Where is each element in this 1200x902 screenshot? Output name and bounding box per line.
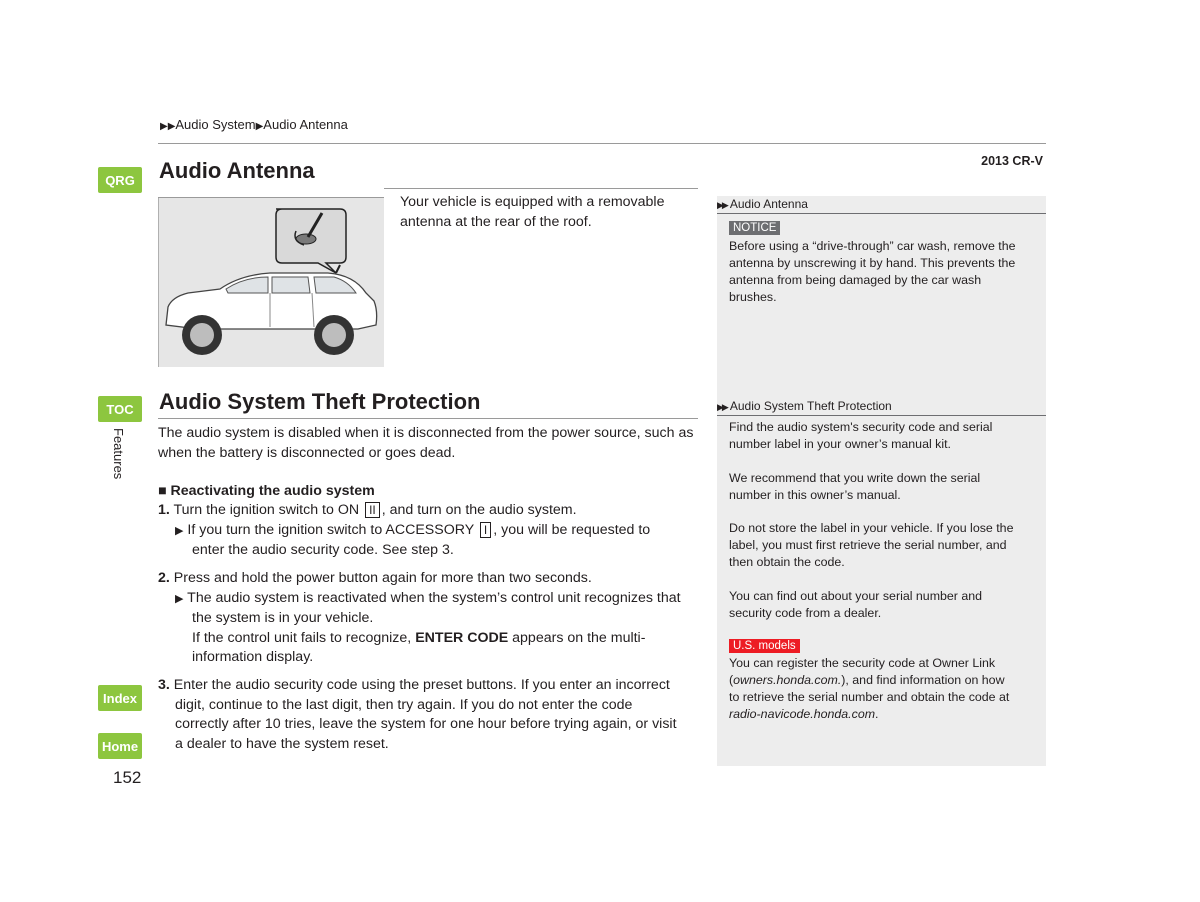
step-1: 1. Turn the ignition switch to ON II , and turn on the audio system. ▶ If you turn the ignition switch to ACCESSORY I , you will be requested to enter the audio security code. See step 3. (158, 502, 651, 559)
step-2: 2. Press and hold the power button again for more than two seconds. ▶ The audio system is reactivated when the system’s control unit recognizes that the system is in your vehicle. If the control unit fails to recognize, ENTER CODE appears on the multi- information display. (158, 570, 681, 666)
us-models-badge: U.S. models (729, 639, 800, 653)
square-bullet-icon: ■ (158, 483, 167, 499)
page-number: 152 (113, 768, 142, 787)
home-tab[interactable]: Home (98, 733, 142, 759)
bullet-triangle-icon: ▶ (175, 592, 184, 605)
note-paragraph-1: Find the audio system's security code and serial number label in your owner’s manual kit. (729, 420, 993, 451)
index-tab[interactable]: Index (98, 685, 142, 711)
owners-link[interactable]: owners.honda.com. (733, 673, 842, 687)
notice-badge: NOTICE (729, 221, 780, 235)
note-paragraph-4: You can find out about your serial number and security code from a dealer. (729, 589, 983, 620)
ignition-on-key-icon: II (365, 502, 380, 518)
theft-intro: The audio system is disabled when it is disconnected from the power source, such as when the battery is disconnected or goes dead. (158, 425, 694, 461)
antenna-illustration (158, 197, 384, 367)
illustration-rule (158, 197, 384, 198)
note-rule (717, 213, 1046, 214)
car-antenna-image (158, 197, 384, 367)
qrg-tab[interactable]: QRG (98, 167, 142, 193)
heading-rule (158, 418, 698, 419)
bullet-triangle-icon: ▶ (175, 524, 184, 537)
theft-protection-heading: Audio System Theft Protection (159, 389, 481, 414)
header-rule (158, 143, 1046, 144)
note-marker-icon: ▶▶ (717, 200, 727, 210)
audio-antenna-heading: Audio Antenna (159, 158, 315, 183)
step-3: 3. Enter the audio security code using the preset buttons. If you enter an incorrect digit, continue to the last digit, then try again. If you do not enter the code correctly after 10 tries, leave the system for one hour before trying again, or visit a dealer to have the system reset. (158, 677, 677, 752)
antenna-text: Your vehicle is equipped with a removable antenna at the rear of the roof. (400, 194, 665, 230)
heading-rule (384, 188, 698, 189)
note-marker-icon: ▶▶ (717, 402, 727, 412)
note-rule (717, 415, 1046, 416)
breadcrumb (160, 117, 348, 132)
notice-text: Before using a “drive-through” car wash, remove the antenna by unscrewing it by hand. This prevents the antenna from being damaged by the car wash brushes. (729, 239, 1016, 304)
toc-tab[interactable]: TOC (98, 396, 142, 422)
model-label: 2013 CR-V (981, 154, 1043, 168)
note-theft-protection-title: ▶▶ Audio System Theft Protection (717, 399, 892, 413)
breadcrumb-arrow-icon: ▶▶ (160, 121, 176, 132)
breadcrumb-arrow-icon: ▶ (255, 121, 264, 132)
note-paragraph-3: Do not store the label in your vehicle. If you lose the label, you must first retrieve the serial number, and then obtain the code. (729, 521, 1014, 569)
ignition-accessory-key-icon: I (480, 522, 491, 538)
reactivating-subheading: ■ Reactivating the audio system (158, 483, 375, 499)
radio-navicode-link[interactable]: radio-navicode.honda.com (729, 707, 876, 721)
note-audio-antenna-title: ▶▶ Audio Antenna (717, 197, 808, 211)
section-side-label: Features (111, 428, 126, 480)
note-paragraph-5: You can register the security code at Owner Link (owners.honda.com.), and find information on how to retrieve the serial number and obtain the code at radio-navicode.honda.com. (729, 656, 1010, 721)
breadcrumb-link-audio-system[interactable]: Audio System (175, 117, 256, 132)
note-paragraph-2: We recommend that you write down the serial number in this owner’s manual. (729, 471, 981, 502)
breadcrumb-link-audio-antenna[interactable]: Audio Antenna (263, 117, 348, 132)
